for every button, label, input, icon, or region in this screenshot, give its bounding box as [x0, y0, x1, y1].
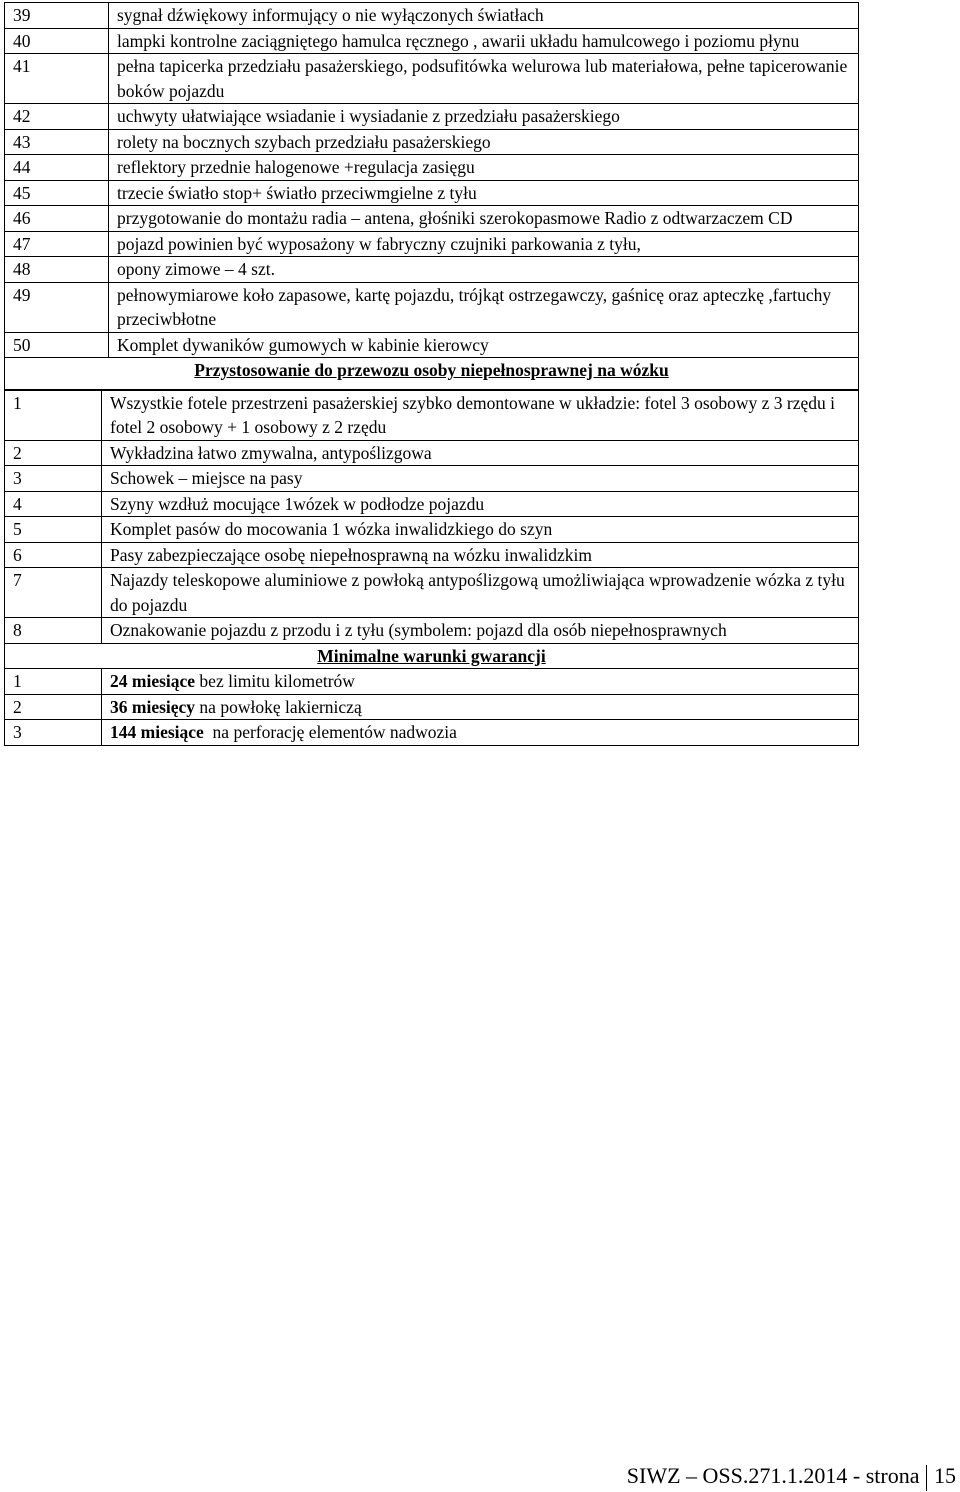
table-row	[5, 694, 859, 720]
row-bold-text: 36 miesięcy	[110, 696, 196, 717]
section-header-row	[5, 358, 859, 390]
row-number: 42	[5, 104, 109, 130]
row-number: 2	[5, 694, 102, 720]
table-row	[5, 542, 859, 568]
row-bold-text: 144 miesiące	[110, 722, 204, 742]
row-number: 8	[5, 618, 102, 644]
wheelchair-section-title: Przystosowanie do przewozu osoby niepełnosprawnej na wózku	[5, 358, 859, 390]
row-text-cell: pełna tapicerka przedziału pasażerskiego, podsufitówka welurowa lub materiałowa, pełne tapicerowanie boków pojazdu	[109, 54, 859, 104]
wheelchair-table	[4, 390, 859, 746]
table-row	[5, 54, 859, 104]
row-text-cell: Oznakowanie pojazdu z przodu i z tyłu (symbolem: pojazd dla osób niepełnosprawnych	[102, 618, 859, 644]
row-text-cell: trzecie światło stop+ światło przeciwmgielne z tyłu	[109, 180, 859, 206]
row-text-cell: Pasy zabezpieczające osobę niepełnosprawną na wózku inwalidzkim	[102, 542, 859, 568]
row-number: 41	[5, 54, 109, 104]
table-row	[5, 517, 859, 543]
table-row	[5, 155, 859, 181]
row-text-cell: uchwyty ułatwiające wsiadanie i wysiadanie z przedziału pasażerskiego	[109, 104, 859, 130]
row-text: na perforację elementów nadwozia	[203, 722, 457, 742]
row-number: 40	[5, 28, 109, 54]
row-text-cell: lampki kontrolne zaciągniętego hamulca ręcznego , awarii układu hamulcowego i poziomu płynu	[109, 28, 859, 54]
row-text-cell: Wszystkie fotele przestrzeni pasażerskiej szybko demontowane w układzie: fotel 3 osobowy z 3 rzędu i fotel 2 osobowy + 1 osobowy z 2 rzędu	[102, 390, 859, 440]
row-number: 1	[5, 390, 102, 440]
table-row	[5, 257, 859, 283]
row-number: 43	[5, 129, 109, 155]
table-row	[5, 3, 859, 29]
row-text-cell: Wykładzina łatwo zmywalna, antypoślizgowa	[102, 440, 859, 466]
row-text-cell: Schowek – miejsce na pasy	[102, 466, 859, 492]
table-row	[5, 720, 859, 746]
row-number: 45	[5, 180, 109, 206]
table-row	[5, 669, 859, 695]
row-number: 2	[5, 440, 102, 466]
table-row	[5, 390, 859, 440]
row-number: 7	[5, 568, 102, 618]
row-text-cell: Komplet pasów do mocowania 1 wózka inwalidzkiego do szyn	[102, 517, 859, 543]
row-text-cell: pojazd powinien być wyposażony w fabryczny czujniki parkowania z tyłu,	[109, 231, 859, 257]
table-row	[5, 618, 859, 644]
table-row	[5, 180, 859, 206]
row-text-cell: Szyny wzdłuż mocujące 1wózek w podłodze pojazdu	[102, 491, 859, 517]
table-row	[5, 332, 859, 358]
table-row	[5, 206, 859, 232]
table-row	[5, 231, 859, 257]
table-row	[5, 568, 859, 618]
row-number: 1	[5, 669, 102, 695]
row-number: 6	[5, 542, 102, 568]
row-text-cell: przygotowanie do montażu radia – antena, głośniki szerokopasmowe Radio z odtwarzaczem CD	[109, 206, 859, 232]
row-number: 39	[5, 3, 109, 29]
table-row	[5, 440, 859, 466]
table-row	[5, 129, 859, 155]
footer-doc-ref: SIWZ – OSS.271.1.2014 - strona	[626, 1463, 920, 1488]
row-number: 44	[5, 155, 109, 181]
row-number: 48	[5, 257, 109, 283]
warranty-section-title: Minimalne warunki gwarancji	[5, 643, 859, 669]
row-number: 5	[5, 517, 102, 543]
table-row	[5, 104, 859, 130]
row-number: 4	[5, 491, 102, 517]
row-text-cell: Najazdy teleskopowe aluminiowe z powłoką antypoślizgową umożliwiająca wprowadzenie wózka z tyłu do pojazdu	[102, 568, 859, 618]
row-text-cell: opony zimowe – 4 szt.	[109, 257, 859, 283]
footer-page-number: 15	[934, 1463, 956, 1488]
table-row	[5, 491, 859, 517]
row-number: 46	[5, 206, 109, 232]
table-row	[5, 282, 859, 332]
row-text-cell: pełnowymiarowe koło zapasowe, kartę pojazdu, trójkąt ostrzegawczy, gaśnicę oraz apteczkę ,fartuchy przeciwbłotne	[109, 282, 859, 332]
row-text-cell: rolety na bocznych szybach przedziału pasażerskiego	[109, 129, 859, 155]
row-number: 47	[5, 231, 109, 257]
row-text-cell	[102, 669, 859, 695]
row-text-cell: Komplet dywaników gumowych w kabinie kierowcy	[109, 332, 859, 358]
row-text-cell	[102, 694, 859, 720]
row-number: 49	[5, 282, 109, 332]
row-bold-text: 24 miesiące	[110, 671, 196, 691]
document-page	[4, 2, 859, 746]
table-row	[5, 466, 859, 492]
row-text: na powłokę lakierniczą	[195, 696, 362, 717]
footer-separator	[926, 1465, 928, 1491]
row-number: 3	[5, 466, 102, 492]
row-text-cell	[102, 720, 859, 746]
row-number: 50	[5, 332, 109, 358]
row-text: bez limitu kilometrów	[195, 671, 355, 691]
section-header-row	[5, 643, 859, 669]
row-number: 3	[5, 720, 102, 746]
equipment-table	[4, 2, 859, 390]
table-row	[5, 28, 859, 54]
row-text-cell: reflektory przednie halogenowe +regulacja zasięgu	[109, 155, 859, 181]
page-footer	[627, 1463, 956, 1491]
row-text-cell: sygnał dźwiękowy informujący o nie wyłączonych światłach	[109, 3, 859, 29]
